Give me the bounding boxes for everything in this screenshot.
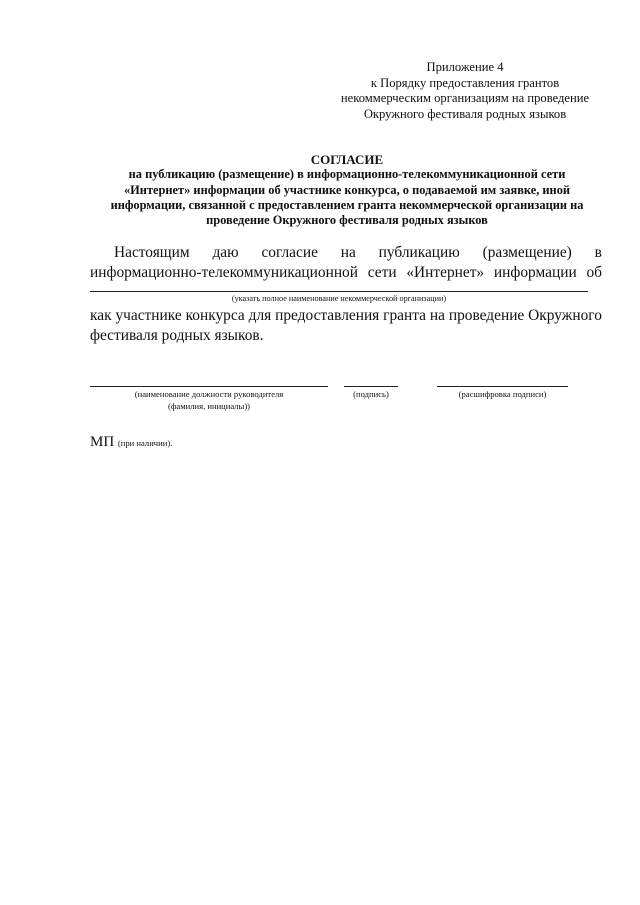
word: (размещение)	[482, 244, 572, 261]
title-line: информации, связанной с предоставлением гранта некоммерческой организации на	[110, 197, 584, 212]
word: об	[586, 264, 602, 281]
signature-caption: (подпись)	[353, 389, 389, 399]
title-line: проведение Окружного фестиваля родных языков	[206, 213, 488, 228]
consent-line-4: фестиваля родных языков.	[90, 327, 264, 344]
appendix-line: некоммерческим организациям на проведение	[340, 91, 590, 106]
word: публикацию	[378, 244, 460, 261]
word: Окружного	[528, 307, 602, 324]
word: на	[340, 244, 356, 261]
position-name-caption	[90, 389, 328, 412]
caption-line: (фамилия, инициалы))	[167, 400, 251, 411]
organization-name-field[interactable]	[90, 291, 588, 292]
signature-decryption-caption: (расшифровка подписи)	[458, 389, 547, 399]
word: сети	[367, 264, 397, 281]
position-name-field[interactable]	[90, 386, 328, 387]
word: информационно-телекоммуникационной	[90, 264, 358, 281]
organization-name-caption: (указать полное наименование некоммерческой организации)	[231, 294, 447, 303]
appendix-line: Приложение 4	[426, 60, 504, 74]
caption-line: (наименование должности руководителя	[134, 389, 284, 399]
word: в	[594, 244, 602, 261]
word: предоставления	[275, 307, 380, 324]
stamp-note: (при наличии).	[117, 438, 173, 448]
stamp-place	[90, 434, 172, 451]
consent-line-1	[90, 244, 602, 264]
signature-field[interactable]	[344, 386, 398, 387]
word: конкурса	[185, 307, 245, 324]
word: даю	[212, 244, 239, 261]
document-title	[80, 152, 614, 228]
word: участнике	[115, 307, 182, 324]
word: как	[90, 307, 112, 324]
appendix-line: к Порядку предоставления грантов	[370, 75, 560, 90]
word: согласие	[261, 244, 318, 261]
signature-decryption-field[interactable]	[437, 386, 568, 387]
word: гранта	[383, 307, 426, 324]
appendix-line: Окружного фестиваля родных языков	[363, 106, 567, 121]
consent-line-3	[90, 307, 602, 327]
title-line: на публикацию (размещение) в информационно-телекоммуникационной сети	[128, 167, 566, 182]
word: проведение	[448, 307, 525, 324]
appendix-header	[320, 60, 610, 122]
title-line: «Интернет» информации об участнике конкурса, о подаваемой им заявке, иной	[123, 182, 571, 197]
stamp-label: МП	[90, 434, 115, 450]
word: «Интернет»	[406, 264, 485, 281]
word: информации	[493, 264, 577, 281]
word: Настоящим	[114, 244, 190, 261]
consent-line-2	[90, 264, 602, 284]
word: для	[248, 307, 272, 324]
word: на	[429, 307, 445, 324]
title-heading: СОГЛАСИЕ	[310, 152, 384, 167]
